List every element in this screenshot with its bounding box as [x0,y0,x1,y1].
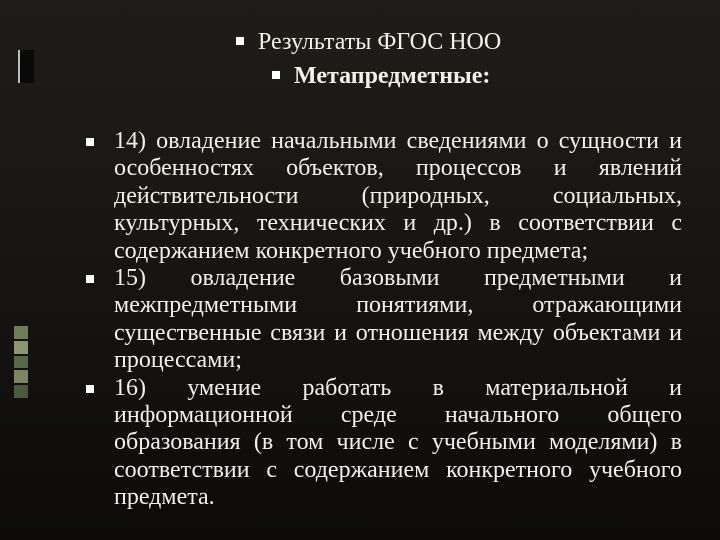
slide-subtitle [272,62,490,90]
slide-title [236,28,501,56]
square-bullet-icon [86,385,94,393]
stripe [14,326,28,339]
slide-subtitle-suffix: : [482,63,491,89]
list-item-text: 16) умение работать в материальной и информационной среде начального общего образования (в том числе с учебными моделями) в соответствии с содержанием конкретного учебного предмета. [114,374,682,511]
left-decorative-band [0,0,36,540]
slide-subtitle-text: Метапредметные [294,63,483,89]
square-bullet-icon [86,138,94,146]
decorative-stripes [14,326,28,398]
slide-title-text: Результаты ФГОС НОО [258,29,502,55]
list-item-text: 14) овладение начальными сведениями о сущности и особенностях объектов, процессов и явлений действительности (природных, социальных, культурных, технических и др.) в соответствии с содержанием конкретного учебного предмета; [114,128,682,264]
square-bullet-icon [86,275,94,283]
decorative-bar-top [18,50,34,83]
list-item [86,265,682,375]
stripe [14,370,28,383]
square-bullet-icon [236,37,244,45]
list-item-text: 15) овладение базовыми предметными и межпредметными понятиями, отражающими существенные связи и отношения между объектами и процессами; [114,265,682,374]
list-item [86,375,682,512]
stripe [14,356,28,369]
square-bullet-icon [272,71,280,79]
list-item [86,128,682,265]
stripe [14,341,28,354]
stripe [14,385,28,398]
bullet-list [86,128,682,512]
